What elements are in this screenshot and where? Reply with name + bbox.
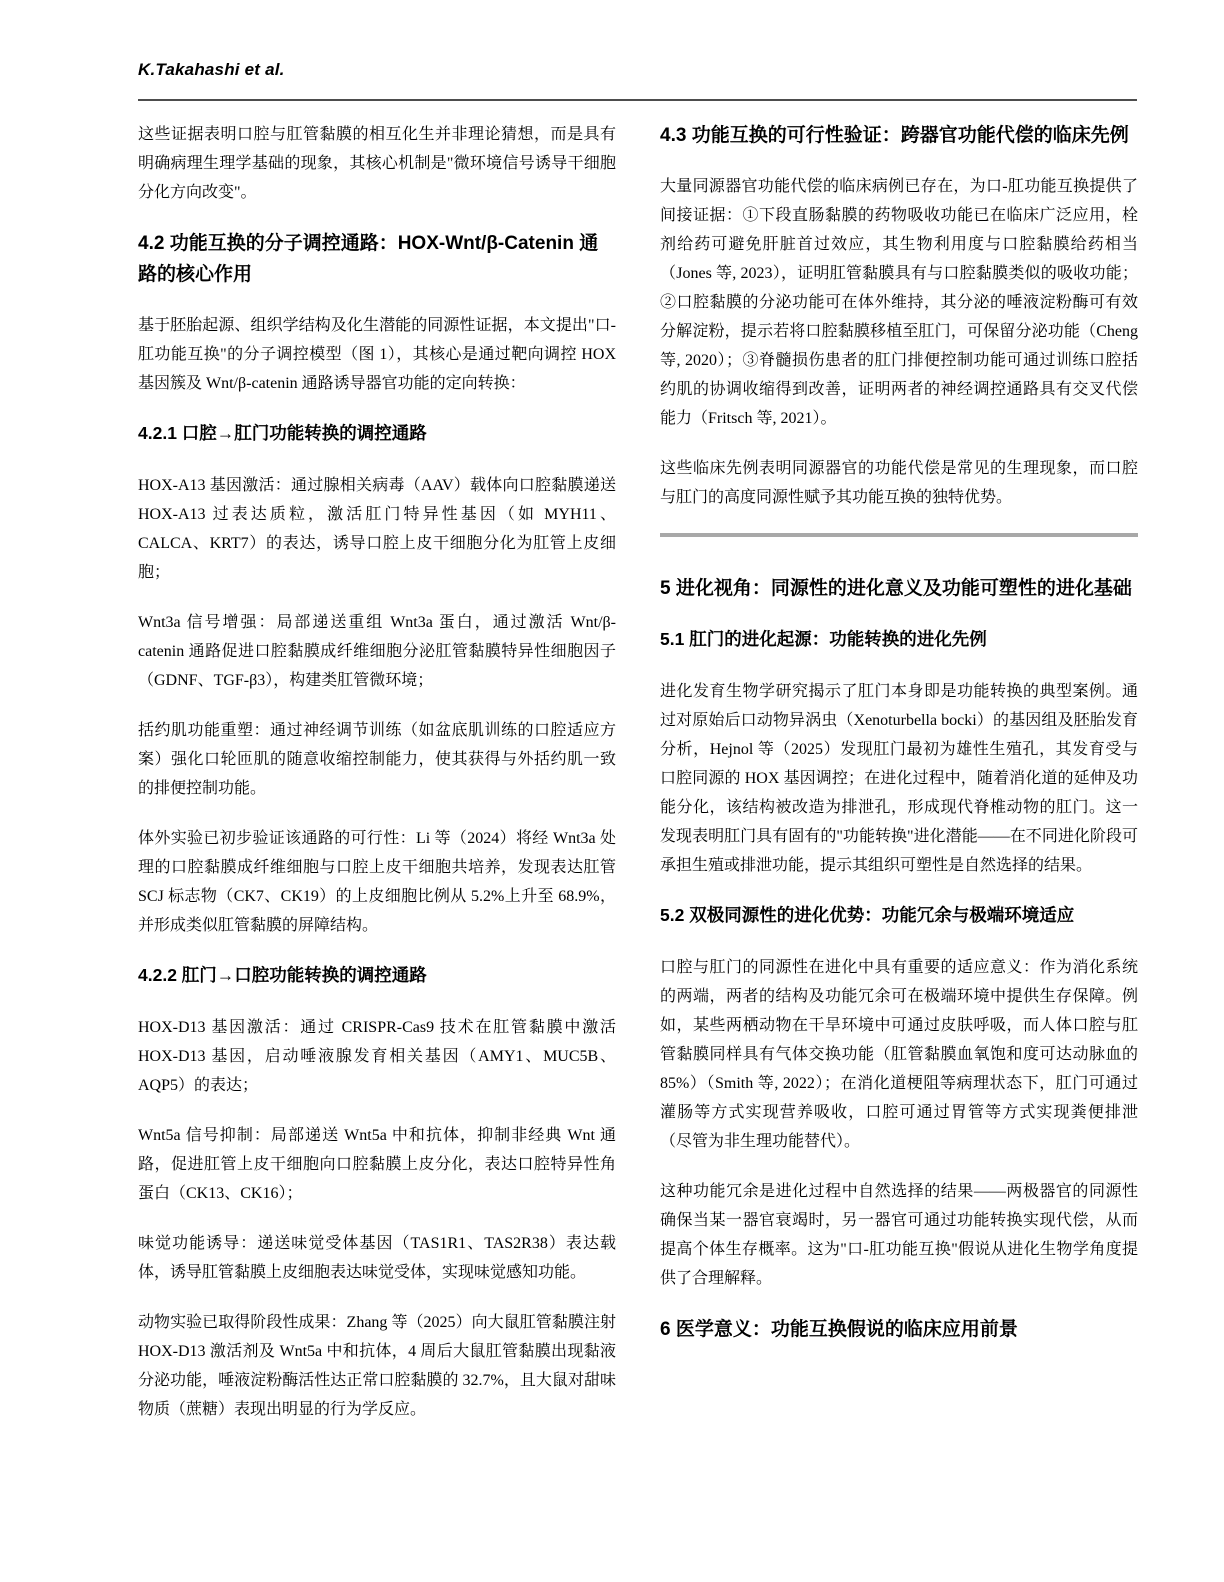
heading-4-2-1: 4.2.1 口腔→肛门功能转换的调控通路: [138, 423, 427, 443]
paragraph-hoxa13-activation: HOX-A13 基因激活：通过腺相关病毒（AAV）载体向口腔黏膜递送 HOX-A13 过表达质粒，激活肛门特异性基因（如 MYH11、CALCA、KRT7）的表达，诱导口腔上皮干细胞分化为肛管上皮细胞；: [138, 477, 616, 581]
heading-5: 5 进化视角：同源性的进化意义及功能可塑性的进化基础: [660, 578, 1132, 599]
heading-6: 6 医学意义：功能互换假说的临床应用前景: [660, 1319, 1018, 1340]
paragraph-clinical-precedents: 大量同源器官功能代偿的临床病例已存在，为口-肛功能互换提供了间接证据：①下段直肠黏膜的药物吸收功能已在临床广泛应用，栓剂给药可避免肝脏首过效应，其生物利用度与口腔黏膜给药相当（Jones 等, 2023），证明肛管黏膜具有与口腔黏膜类似的吸收功能；②口腔黏膜的分泌功能可在体外维持，其分泌的唾液淀粉酶可有效分解淀粉，提示若将口腔黏膜移植至肛门，可保留分泌功能（Cheng 等, 2020）；③脊髓损伤患者的肛门排便控制功能可通过训练口腔括约肌的协调收缩得到改善，证明两者的神经调控通路具有交叉代偿能力（Fritsch 等, 2021）。: [660, 178, 1138, 427]
header-rule: [138, 99, 1137, 101]
paragraph-metaplasia-evidence: 这些证据表明口腔与肛管黏膜的相互化生并非理论猜想，而是具有明确病理生理学基础的现象，其核心机制是"微环境信号诱导干细胞分化方向改变"。: [138, 126, 616, 201]
paragraph-invitro-validation: 体外实验已初步验证该通路的可行性：Li 等（2024）将经 Wnt3a 处理的口腔黏膜成纤维细胞与口腔上皮干细胞共培养，发现表达肛管 SCJ 标志物（CK7、CK19）的上皮细胞比例从 5.2%上升至 68.9%，并形成类似肛管黏膜的屏障结构。: [138, 830, 616, 934]
heading-4-2-2: 4.2.2 肛门→口腔功能转换的调控通路: [138, 965, 427, 985]
paragraph-taste-induction: 味觉功能诱导：递送味觉受体基因（TAS1R1、TAS2R38）表达载体，诱导肛管黏膜上皮细胞表达味觉受体，实现味觉感知功能。: [138, 1235, 616, 1281]
heading-5-1: 5.1 肛门的进化起源：功能转换的进化先例: [660, 629, 987, 649]
paragraph-redundancy-summary: 这种功能冗余是进化过程中自然选择的结果——两极器官的同源性确保当某一器官衰竭时，另一器官可通过功能转换实现代偿，从而提高个体生存概率。这为"口-肛功能互换"假说从进化生物学角度提供了合理解释。: [660, 1183, 1138, 1287]
heading-4-3: 4.3 功能互换的可行性验证：跨器官功能代偿的临床先例: [660, 125, 1129, 146]
heading-4-2: 4.2 功能互换的分子调控通路：HOX-Wnt/β-Catenin 通路的核心作用: [138, 233, 599, 285]
paragraph-precedent-summary: 这些临床先例表明同源器官的功能代偿是常见的生理现象，而口腔与肛门的高度同源性赋予其功能互换的独特优势。: [660, 460, 1138, 506]
right-column: [660, 120, 1138, 1445]
paragraph-model-intro: 基于胚胎起源、组织学结构及化生潜能的同源性证据，本文提出"口-肛功能互换"的分子调控模型（图 1），其核心是通过靶向调控 HOX 基因簇及 Wnt/β-catenin 通路诱导器官功能的定向转换：: [138, 317, 616, 392]
paragraph-wnt5a-inhibition: Wnt5a 信号抑制：局部递送 Wnt5a 中和抗体，抑制非经典 Wnt 通路，促进肛管上皮干细胞向口腔黏膜上皮分化，表达口腔特异性角蛋白（CK13、CK16）；: [138, 1127, 616, 1202]
section-divider: [660, 533, 1138, 537]
paragraph-hoxd13-activation: HOX-D13 基因激活：通过 CRISPR-Cas9 技术在肛管黏膜中激活 HOX-D13 基因，启动唾液腺发育相关基因（AMY1、MUC5B、AQP5）的表达；: [138, 1019, 616, 1094]
paragraph-animal-experiment: 动物实验已取得阶段性成果：Zhang 等（2025）向大鼠肛管黏膜注射 HOX-D13 激活剂及 Wnt5a 中和抗体，4 周后大鼠肛管黏膜出现黏液分泌功能，唾液淀粉酶活性达正常口腔黏膜的 32.7%，且大鼠对甜味物质（蔗糖）表现出明显的行为学反应。: [138, 1314, 616, 1418]
left-column: [138, 120, 616, 1445]
two-column-body: [138, 120, 1138, 1445]
paragraph-evo-devo-origin: 进化发育生物学研究揭示了肛门本身即是功能转换的典型案例。通过对原始后口动物异涡虫（Xenoturbella bocki）的基因组及胚胎发育分析，Hejnol 等（2025）发现肛门最初为雄性生殖孔，其发育受与口腔同源的 HOX 基因调控；在进化过程中，随着消化道的延伸及功能分化，该结构被改造为排泄孔，形成现代脊椎动物的肛门。这一发现表明肛门具有固有的"功能转换"进化潜能——在不同进化阶段可承担生殖或排泄功能，提示其组织可塑性是自然选择的结果。: [660, 683, 1138, 874]
paragraph-wnt3a-enhancement: Wnt3a 信号增强：局部递送重组 Wnt3a 蛋白，通过激活 Wnt/β-catenin 通路促进口腔黏膜成纤维细胞分泌肛管黏膜特异性细胞因子（GDNF、TGF-β3），构建类肛管微环境；: [138, 614, 616, 689]
heading-5-2: 5.2 双极同源性的进化优势：功能冗余与极端环境适应: [660, 905, 1075, 925]
running-head-author: K.Takahashi et al.: [138, 60, 285, 79]
paragraph-bipolar-homology: 口腔与肛门的同源性在进化中具有重要的适应意义：作为消化系统的两端，两者的结构及功能冗余可在极端环境中提供生存保障。例如，某些两栖动物在干旱环境中可通过皮肤呼吸，而人体口腔与肛管黏膜同样具有气体交换功能（肛管黏膜血氧饱和度可达动脉血的 85%）（Smith 等, 2022）；在消化道梗阻等病理状态下，肛门可通过灌肠等方式实现营养吸收，口腔可通过胃管等方式实现粪便排泄（尽管为非生理功能替代）。: [660, 959, 1138, 1150]
paragraph-sphincter-remodel: 括约肌功能重塑：通过神经调节训练（如盆底肌训练的口腔适应方案）强化口轮匝肌的随意收缩控制能力，使其获得与外括约肌一致的排便控制功能。: [138, 722, 616, 797]
